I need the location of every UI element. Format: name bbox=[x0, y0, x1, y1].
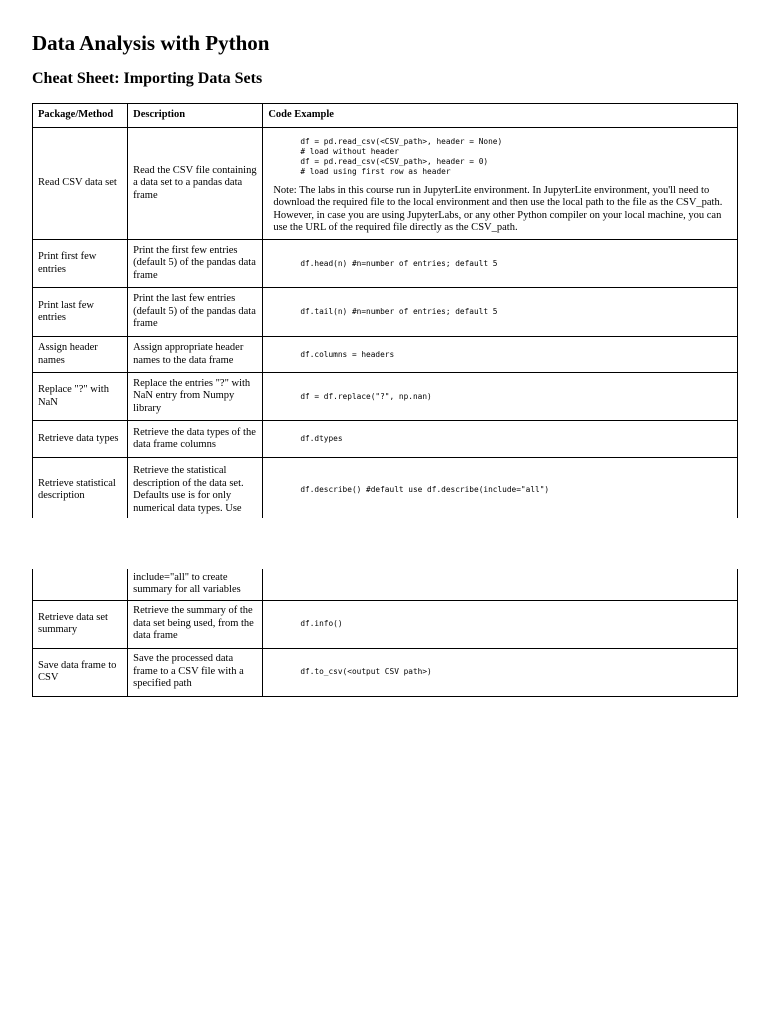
description-cell: Assign appropriate header names to the data frame bbox=[128, 337, 263, 373]
table-row bbox=[33, 128, 738, 240]
code-snippet: df = df.replace("?", np.nan) bbox=[300, 391, 432, 401]
code-cell bbox=[263, 569, 738, 600]
description-cell: Save the processed data frame to a CSV file with a specified path bbox=[128, 648, 263, 696]
table-row bbox=[33, 458, 738, 518]
description-cell: include="all" to create summary for all variables bbox=[128, 569, 263, 600]
description-cell: Retrieve the statistical description of the data set. Defaults use is for only numerical data types. Use bbox=[128, 458, 263, 518]
code-cell bbox=[263, 421, 738, 458]
header-description: Description bbox=[128, 104, 263, 128]
description-cell: Print the last few entries (default 5) of the pandas data frame bbox=[128, 288, 263, 337]
table-row bbox=[33, 421, 738, 458]
table-row bbox=[33, 337, 738, 373]
code-snippet: df.describe() #default use df.describe(include="all") bbox=[300, 485, 550, 495]
table-row-continued bbox=[33, 569, 738, 600]
code-snippet: df.info() bbox=[300, 619, 343, 628]
description-cell: Replace the entries "?" with NaN entry from Numpy library bbox=[128, 373, 263, 421]
header-method: Package/Method bbox=[33, 104, 128, 128]
method-cell: Assign header names bbox=[33, 337, 128, 373]
code-snippet: df.to_csv(<output CSV path>) bbox=[300, 667, 432, 676]
code-cell bbox=[263, 600, 738, 648]
description-cell: Print the first few entries (default 5) of the pandas data frame bbox=[128, 240, 263, 288]
code-cell bbox=[263, 128, 738, 240]
page-subtitle: Cheat Sheet: Importing Data Sets bbox=[32, 70, 263, 87]
code-cell bbox=[263, 337, 738, 373]
description-cell: Retrieve the data types of the data frame columns bbox=[128, 421, 263, 458]
description-cell: Read the CSV file containing a data set to a pandas data frame bbox=[128, 128, 263, 240]
code-cell bbox=[263, 373, 738, 421]
description-cell: Retrieve the summary of the data set being used, from the data frame bbox=[128, 600, 263, 648]
code-snippet: df.head(n) #n=number of entries; default 5 bbox=[300, 258, 498, 268]
method-cell: Retrieve statistical description bbox=[33, 458, 128, 518]
code-snippet: df.dtypes bbox=[300, 434, 343, 443]
method-cell bbox=[33, 569, 128, 600]
table-row bbox=[33, 648, 738, 696]
page-title: Data Analysis with Python bbox=[32, 31, 270, 55]
table-row bbox=[33, 240, 738, 288]
code-snippet: df.tail(n) #n=number of entries; default 5 bbox=[300, 307, 498, 316]
code-snippet: df.columns = headers bbox=[300, 349, 395, 359]
cheat-sheet-table bbox=[32, 103, 738, 518]
code-cell bbox=[263, 240, 738, 288]
code-cell bbox=[263, 288, 738, 337]
method-cell: Retrieve data types bbox=[33, 421, 128, 458]
header-code-example: Code Example bbox=[263, 104, 738, 128]
code-cell bbox=[263, 648, 738, 696]
method-cell: Replace "?" with NaN bbox=[33, 373, 128, 421]
method-cell: Print last few entries bbox=[33, 288, 128, 337]
code-cell bbox=[263, 458, 738, 518]
table-row bbox=[33, 600, 738, 648]
method-cell: Retrieve data set summary bbox=[33, 600, 128, 648]
method-cell: Read CSV data set bbox=[33, 128, 128, 240]
table-row bbox=[33, 373, 738, 421]
method-cell: Print first few entries bbox=[33, 240, 128, 288]
cheat-sheet-table-continued bbox=[32, 569, 738, 697]
table-header-row bbox=[33, 104, 738, 128]
code-snippet: df = pd.read_csv(<CSV_path>, header = None) # load without header df = pd.read_csv(<CSV_path>, header = 0) # load using first row as header bbox=[300, 136, 503, 176]
note-text: Note: The labs in this course run in JupyterLite environment. In JupyterLite environment, you'll need to download the required file to the local environment and then use the local path to the file as the CSV_path. However, in case you are using JupyterLabs, or any other Python compiler on your local machine, you can use the URL of the required file directly as the CSV_path. bbox=[273, 184, 723, 233]
table-row bbox=[33, 288, 738, 337]
method-cell: Save data frame to CSV bbox=[33, 648, 128, 696]
